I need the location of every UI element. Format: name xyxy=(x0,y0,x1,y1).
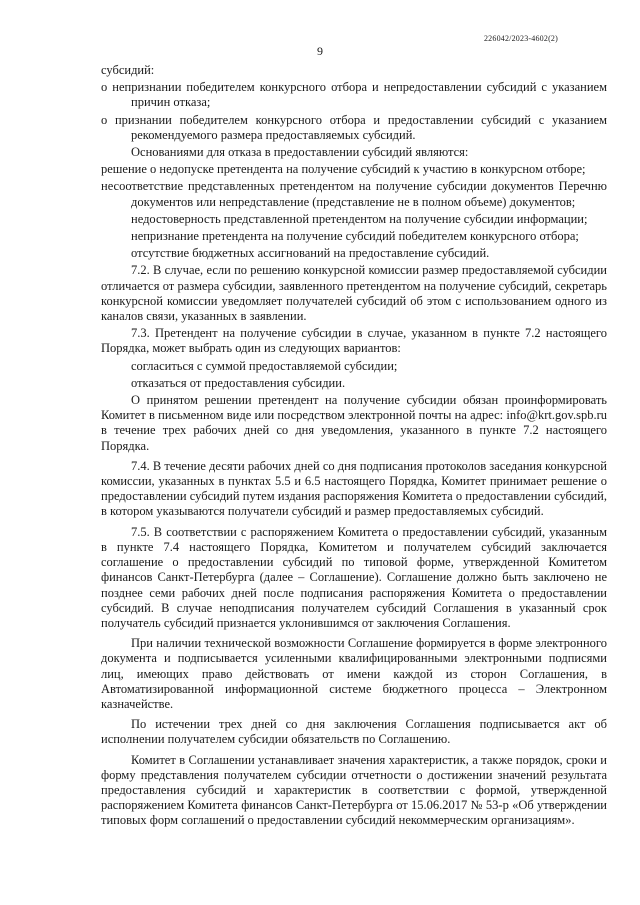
registration-number: 226042/2023-4602(2) xyxy=(483,34,558,43)
paragraph-ground-no-budget: отсутствие бюджетных ассигнований на предоставление субсидий. xyxy=(131,246,490,261)
paragraph-7-3: 7.3. Претендент на получение субсидии в случае, указанном в пункте 7.2 настоящего Порядка, может выбрать один из следующих вариантов: xyxy=(101,326,607,356)
paragraph-reporting: Комитет в Соглашении устанавливает значения характеристик, а также порядок, сроки и форму представления получателем субсидии отчетности о достижении значений результата предоставления субсидий и характеристик в соответствии с формой, утвержденной распоряжением Комитета финансов Санкт-Петербурга от 15.06.2017 № 53-р «Об утверждении типовых форм соглашений о предоставлении субсидий некоммерческим организациям». xyxy=(101,752,607,828)
paragraph-7-5: 7.5. В соответствии с распоряжением Комитета о предоставлении субсидий, указанным в пункте 7.4 настоящего Порядка, Комитетом и получателем субсидий заключается соглашение о предоставлении субсидий по типовой форме, утвержденной Комитетом финансов Санкт-Петербурга (далее – Соглашение). Соглашение должно быть заключено не позднее семи рабочих дней после подписания распоряжения Комитета о предоставлении субсидий. В случае неподписания получателем субсидий Соглашения в указанный срок получатель субсидий признается уклонившимся от заключения Соглашения. xyxy=(101,524,607,630)
document-body xyxy=(101,63,607,831)
paragraph-option-rejection: о непризнании победителем конкурсного отбора и непредоставлении субсидий с указанием причин отказа; xyxy=(101,80,607,110)
paragraph-decision-notice: О принятом решении претендент на получение субсидии обязан проинформировать Комитет в письменном виде или посредством электронной почты на адрес: info@krt.gov.spb.ru в течение трех рабочих дней со дня уведомления, указанного в пункте 7.2 настоящего Порядка. xyxy=(101,393,607,453)
paragraph-variant-refuse: отказаться от предоставления субсидии. xyxy=(131,375,346,390)
paragraph-ground-documents: несоответствие представленных претендентом на получение субсидии документов Перечню документов или непредставление (представление не в полном объеме) документов; xyxy=(101,179,607,209)
paragraph-ground-not-winner: непризнание претендента на получение субсидий победителем конкурсного отбора; xyxy=(131,229,579,244)
page-number: 9 xyxy=(317,44,323,58)
paragraph-act-of-execution: По истечении трех дней со дня заключения Соглашения подписывается акт об исполнении получателем субсидии обязательств по Соглашению. xyxy=(101,717,607,747)
paragraph-continuation: субсидий: xyxy=(101,63,155,77)
paragraph-ground-nonadmission: решение о недопуске претендента на получение субсидий к участию в конкурсном отборе; xyxy=(101,162,586,177)
paragraph-7-2: 7.2. В случае, если по решению конкурсной комиссии размер предоставляемой субсидии отличается от размера субсидии, заявленного претендентом на получение субсидий, секретарь конкурсной комиссии уведомляет получателей субсидий об этом с использованием одного из каналов связи, указанных в заявлении. xyxy=(101,263,607,324)
paragraph-electronic-agreement: При наличии технической возможности Соглашение формируется в форме электронного документа и подписывается усиленными квалифицированными электронными подписями лиц, имеющих право действовать от имени каждой из сторон Соглашения, в Автоматизированной информационной системе бюджетного процесса – Электронном казначействе. xyxy=(101,636,607,711)
paragraph-ground-unreliable-info: недостоверность представленной претендентом на получение субсидии информации; xyxy=(131,211,588,226)
paragraph-7-4: 7.4. В течение десяти рабочих дней со дня подписания протоколов заседания конкурсной комиссии, указанных в пунктах 5.5 и 6.5 настоящего Порядка, Комитет принимает решение о предоставлении субсидий путем издания распоряжения Комитета о предоставлении субсидий, в котором указываются получатели субсидий и размер предоставляемых субсидий. xyxy=(101,458,607,519)
paragraph-refusal-grounds: Основаниями для отказа в предоставлении субсидий являются: xyxy=(131,145,469,160)
paragraph-option-winner: о признании победителем конкурсного отбора и предоставлении субсидий с указанием рекомендуемого размера предоставляемых субсидий. xyxy=(101,112,607,142)
paragraph-variant-agree: согласиться с суммой предоставляемой субсидии; xyxy=(131,358,398,373)
